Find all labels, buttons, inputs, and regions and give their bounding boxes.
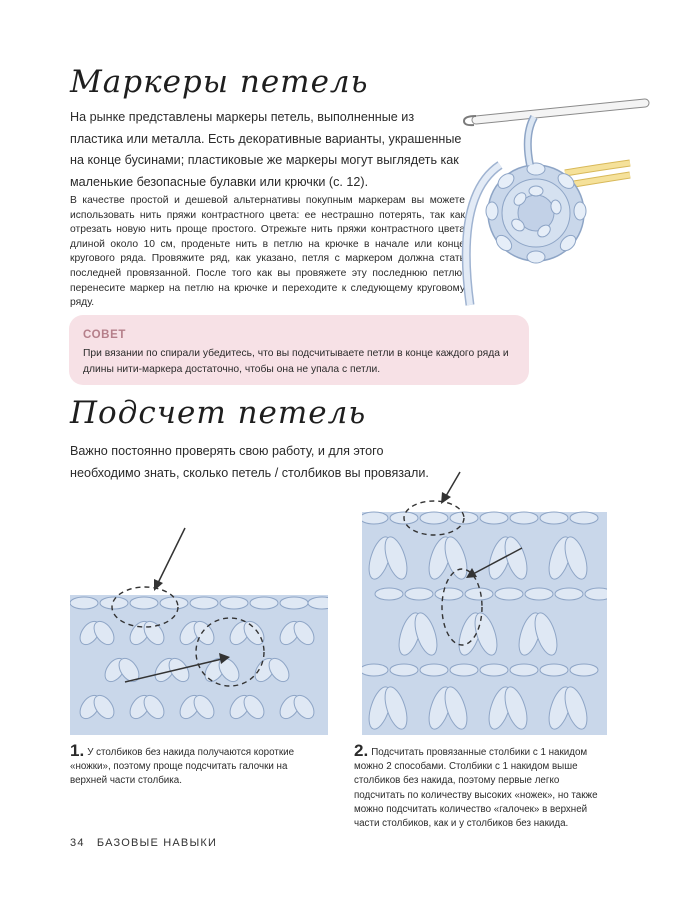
counting-lead-paragraph: Важно постоянно проверять свою работу, и для этого необходимо знать, сколько петель / столбиков вы провязали. bbox=[70, 444, 429, 480]
tip-box bbox=[69, 315, 529, 385]
tip-text: При вязании по спирали убедитесь, что вы подсчитываете петли в конце каждого ряда и длины нити-маркера достаточно, чтобы она не упала с петли. bbox=[83, 348, 509, 375]
page-number: 34 bbox=[70, 837, 85, 849]
caption-1-number: 1. bbox=[70, 741, 85, 760]
markers-lead-paragraph: На рынке представлены маркеры петель, выполненные из пластика или металла. Есть декоративные варианты, украшенные на конце бусинами; пластиковые же маркеры могут выглядеть как маленькие безопасные булавки или крючки (с. 12). bbox=[70, 110, 462, 189]
section-label: БАЗОВЫЕ НАВЫКИ bbox=[96, 837, 218, 849]
section-title-markers: Маркеры петель bbox=[70, 64, 369, 100]
caption-2 bbox=[354, 741, 599, 831]
caption-1-text: У столбиков без накида получаются короткие «ножки», поэтому проще подсчитать галочки на верхней части столбика. bbox=[70, 747, 295, 787]
caption-1 bbox=[70, 741, 322, 789]
page-footer bbox=[70, 837, 217, 849]
caption-2-text: Подсчитать провязанные столбики с 1 накидом можно 2 способами. Столбики с 1 накидом выше столбиков без накида, поэтому первые легко подсчитать по количеству высоких «ножек», но также можно подсчитать количество «галочек» в верхней части столбиков, как и у столбиков без накида. bbox=[354, 747, 598, 830]
section-title-counting: Подсчет петель bbox=[70, 395, 367, 431]
double-crochet-fabric-illustration bbox=[362, 470, 607, 735]
crochet-round-illustration bbox=[440, 95, 650, 310]
markers-body-paragraph: В качестве простой и дешевой альтернативы покупным маркерам вы можете использовать нить пряжи контрастного цвета: ее нестрашно потерять, так как отрезать новую нить проще простого. Отрежьте нить пряжи контрастного цвета длиной около 10 см, проденьте нить в петлю на крючке в начале или конце кругового ряда. Провяжите ряд, как указано, петля с маркером должна стать последней провязанной. После того как вы провяжете эту последнюю петлю, перенесите маркер на петлю на крючке и переходите к следующему круговому ряду. bbox=[70, 195, 465, 309]
crochet-hook-icon bbox=[464, 103, 645, 125]
caption-2-number: 2. bbox=[354, 741, 369, 760]
tip-heading: СОВЕТ bbox=[83, 329, 126, 341]
single-crochet-fabric-illustration bbox=[70, 525, 328, 735]
